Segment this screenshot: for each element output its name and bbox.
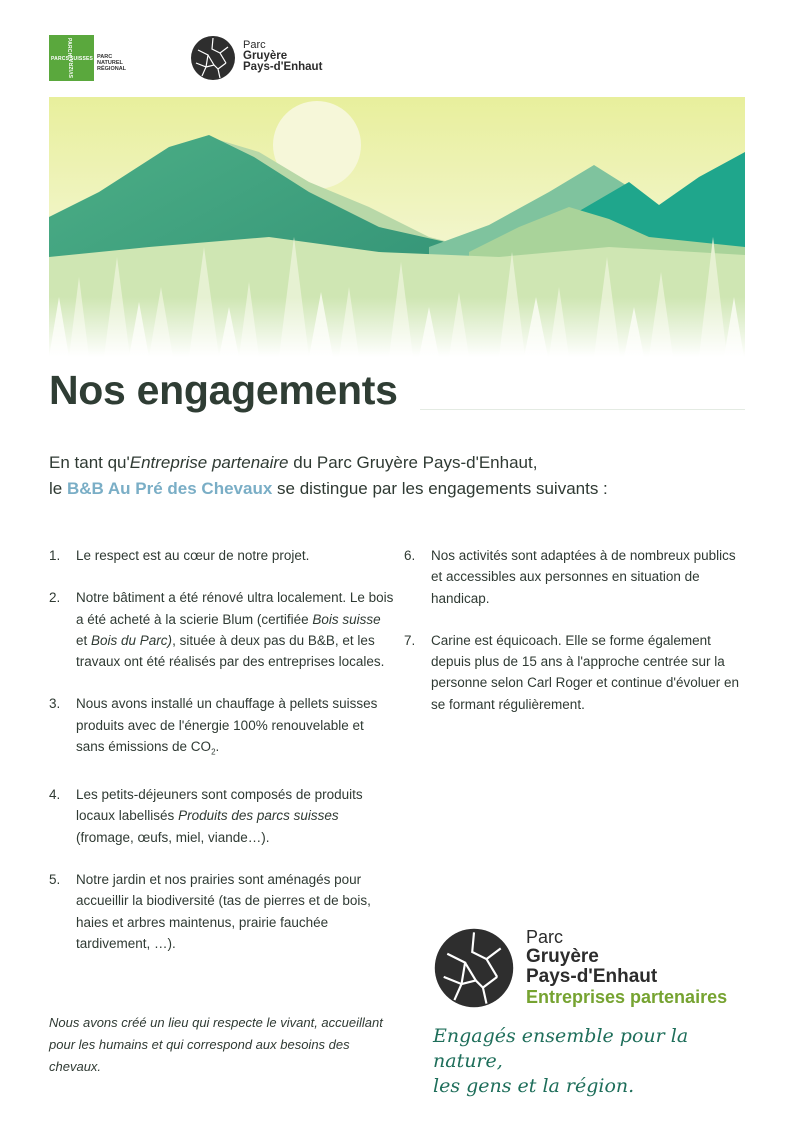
item-text: Notre bâtiment a été rénové ultra localement. Le bois a été acheté à la scierie Blum (certifiée xyxy=(76,590,394,627)
item-text: (fromage, œufs, miel, viande…). xyxy=(76,829,270,845)
partner-line2: Gruyère xyxy=(526,946,599,967)
slogan xyxy=(433,1024,753,1099)
park-logo-text xyxy=(243,40,322,73)
list-item xyxy=(404,630,749,715)
caption-line: PARC NATUREL xyxy=(97,54,123,66)
item-number: 3. xyxy=(49,696,61,712)
engagements-list-left xyxy=(49,545,394,975)
item-text: . xyxy=(215,739,220,755)
caption-line: RÉGIONAL xyxy=(97,66,127,72)
item-text: Les petits-déjeuners sont composés de produits locaux labellisés xyxy=(76,787,363,824)
item-number: 7. xyxy=(404,632,416,648)
slogan-line2: les gens et la région. xyxy=(433,1075,635,1097)
list-item xyxy=(49,869,394,954)
parchi-word: PARCHI xyxy=(66,38,72,58)
partner-logo xyxy=(433,925,753,1015)
partner-line3: Pays-d'Enhaut xyxy=(526,966,658,987)
list-item xyxy=(49,784,394,848)
item-number: 2. xyxy=(49,590,61,606)
mountain-forest-illustration xyxy=(49,97,745,357)
intro-italic: Entreprise partenaire xyxy=(129,453,289,472)
park-logo-line3: Pays-d'Enhaut xyxy=(243,61,323,73)
fingerprint-stamp-icon xyxy=(433,927,515,1009)
partner-line1: Parc xyxy=(526,927,564,947)
item-text: Nos activités sont adaptées à de nombreux publics et accessibles aux personnes en situation de handicap. xyxy=(431,548,736,606)
park-logo xyxy=(190,35,350,81)
partner-logo-text xyxy=(526,927,727,1007)
list-item xyxy=(49,587,394,672)
item-text: , située à deux pas du B&B, et les travaux ont été réalisés par des entreprises locales. xyxy=(76,632,385,670)
business-name: B&B Au Pré des Chevaux xyxy=(66,479,273,498)
item-italic: Bois suisse xyxy=(312,611,381,627)
item-number: 5. xyxy=(49,871,61,887)
engagements-list-right xyxy=(404,545,749,736)
item-text: Notre jardin et nos prairies sont aménagés pour accueillir la biodiversité (tas de pierres et de bois, haies et arbres maintenus, prairie fauchée tardivement, …). xyxy=(76,871,371,951)
list-item xyxy=(49,693,394,763)
parcs-suisses-logo xyxy=(49,35,139,81)
closing-statement: Nous avons créé un lieu qui respecte le vivant, accueillant pour les humains et qui correspond aux besoins des chevaux. xyxy=(49,1015,383,1074)
intro-paragraph xyxy=(49,450,749,502)
intro-text: En tant qu' xyxy=(49,453,130,472)
item-text: et xyxy=(76,632,92,648)
item-text: Carine est équicoach. Elle se forme également depuis plus de 15 ans à l'approche centrée sur la personne selon Carl Roger et continue d'évoluer en se formant régulièrement. xyxy=(431,632,740,712)
list-item xyxy=(49,545,394,566)
intro-text: du Parc Gruyère Pays-d'Enhaut, xyxy=(288,453,538,472)
park-logo-line1: Parc xyxy=(243,39,266,51)
intro-text: se distingue par les engagements suivants : xyxy=(272,479,608,498)
intro-text: le xyxy=(49,479,67,498)
partner-line4: Entreprises partenaires xyxy=(526,987,728,1007)
fingerprint-stamp-icon xyxy=(190,35,236,81)
parcs-word: PARCS xyxy=(51,56,70,62)
suisses-word: SUISSES xyxy=(70,56,94,62)
item-number: 6. xyxy=(404,548,416,563)
page-title: Nos engagements xyxy=(49,367,398,413)
item-number: 4. xyxy=(49,787,61,803)
item-italic: Bois du Parc) xyxy=(91,632,173,648)
park-logo-line2: Gruyère xyxy=(243,50,288,62)
list-item xyxy=(404,545,749,609)
item-number: 1. xyxy=(49,548,61,563)
slogan-line1: Engagés ensemble pour la nature, xyxy=(433,1025,689,1072)
item-italic: Produits des parcs suisses xyxy=(178,808,339,824)
parcs-caption xyxy=(97,54,139,72)
title-divider xyxy=(420,409,745,410)
item-subscript: 2 xyxy=(211,747,216,757)
svizra-word: SVIZRA xyxy=(69,58,75,78)
item-text: Nous avons installé un chauffage à pellets suisses produits avec de l'énergie 100% renouvelable et sans émissions de CO xyxy=(76,696,378,755)
parcs-suisses-square xyxy=(49,35,94,81)
item-text: Le respect est au cœur de notre projet. xyxy=(76,548,310,563)
